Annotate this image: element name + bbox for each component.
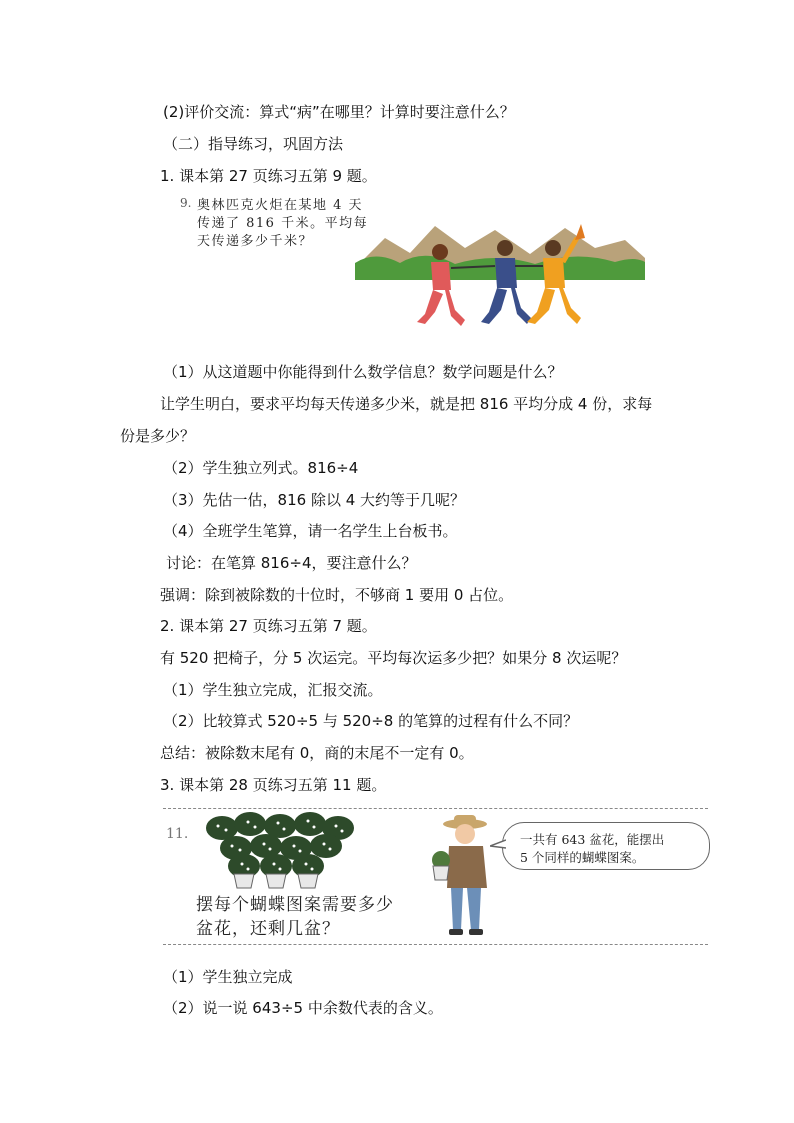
gardener-illustration [425, 812, 505, 940]
runners-illustration [355, 218, 645, 340]
divider [163, 944, 708, 945]
problem-text: 传递了 816 千米。平均每 [197, 216, 369, 231]
exercise-number: 9. [180, 196, 192, 210]
problem-text: 奥林匹克火炬在某地 4 天 [197, 198, 364, 213]
speech-bubble-tail [490, 838, 506, 850]
text-line: 强调：除到被除数的十位时，不够商 1 要用 0 占位。 [160, 586, 514, 604]
speech-text: 5 个同样的蝴蝶图案。 [520, 850, 645, 865]
exercise-heading: 2. 课本第 27 页练习五第 7 题。 [160, 617, 377, 635]
problem-text: 摆每个蝴蝶图案需要多少 [196, 895, 394, 915]
text-line: （3）先估一估，816 除以 4 大约等于几呢？ [163, 491, 466, 509]
text-line: 让学生明白，要求平均每天传递多少米，就是把 816 平均分成 4 份，求每 [160, 395, 653, 413]
section-heading: （二）指导练习，巩固方法 [163, 135, 344, 153]
torch-relay-figure [175, 190, 645, 340]
text-line: 有 520 把椅子，分 5 次运完。平均每次运多少把？如果分 8 次运呢？ [160, 649, 627, 667]
text-line: （1）学生独立完成 [163, 968, 293, 986]
flower-pots-illustration [200, 808, 360, 890]
exercise-heading: 3. 课本第 28 页练习五第 11 题。 [160, 776, 387, 794]
exercise-heading: 1. 课本第 27 页练习五第 9 题。 [160, 167, 377, 185]
text-line: （2）学生独立列式。816÷4 [163, 459, 359, 477]
speech-text: 一共有 643 盆花，能摆出 [520, 832, 665, 847]
text-line: 总结：被除数末尾有 0，商的末尾不一定有 0。 [160, 744, 474, 762]
text-line: （4）全班学生笔算，请一名学生上台板书。 [163, 522, 458, 540]
text-line: 份是多少？ [120, 427, 196, 445]
text-line: (2)评价交流：算式“病”在哪里？计算时要注意什么？ [163, 103, 515, 121]
text-line: （2）说一说 643÷5 中余数代表的含义。 [163, 999, 443, 1017]
exercise-number: 11. [166, 826, 189, 842]
problem-text: 盆花，还剩几盆？ [196, 919, 340, 939]
text-line: （1）从这道题中你能得到什么数学信息？数学问题是什么？ [163, 363, 563, 381]
text-line: 讨论：在笔算 816÷4，要注意什么？ [166, 554, 417, 572]
problem-text: 天传递多少千米？ [197, 234, 314, 249]
text-line: （2）比较算式 520÷5 与 520÷8 的笔算的过程有什么不同？ [163, 712, 579, 730]
text-line: （1）学生独立完成，汇报交流。 [163, 681, 383, 699]
